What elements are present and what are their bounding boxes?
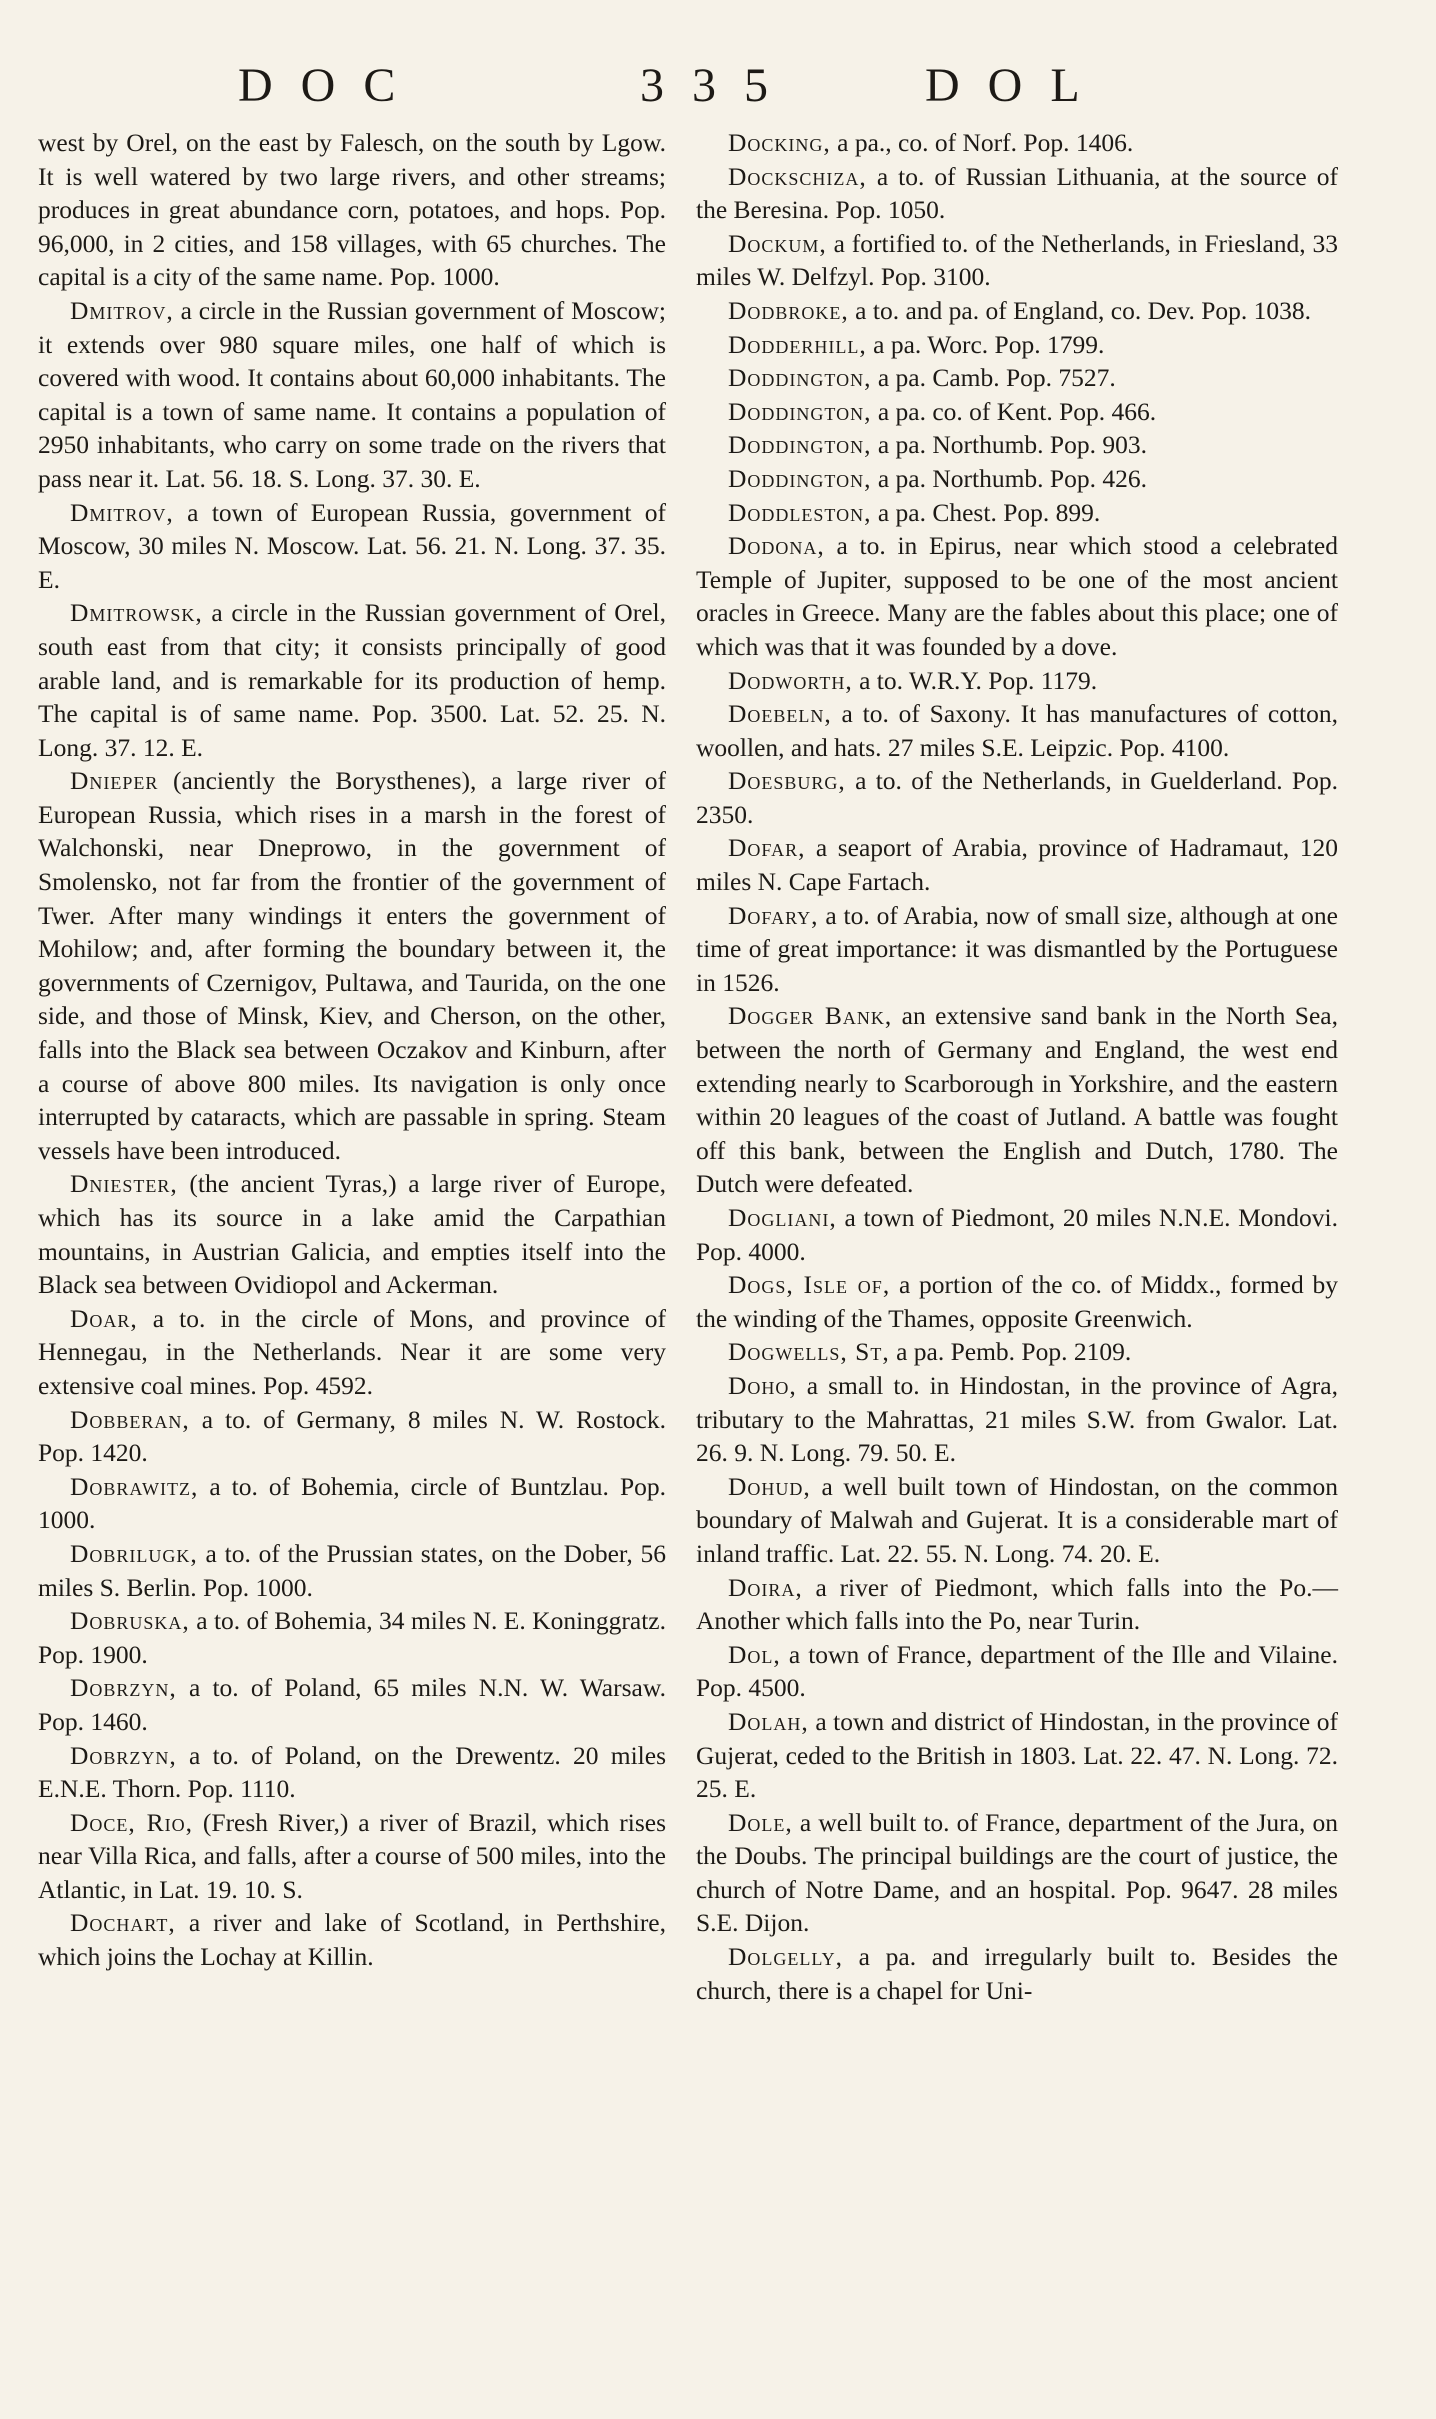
gazetteer-entry: [38, 1470, 666, 1537]
entry-headword: Dofary,: [728, 900, 819, 930]
entry-text: west by Orel, on the east by Falesch, on the south by Lgow. It is well watered by two large rivers, and other streams; produces in great abundance corn, potatoes, and hops. Pop. 96,000, in 2 cities, and 158 villages, with 65 churches. The capital is a city of the same name. Pop. 1000.: [38, 128, 666, 292]
gazetteer-entry: [38, 1806, 666, 1907]
entry-headword: Doddington,: [728, 463, 872, 493]
gazetteer-entry: [38, 1906, 666, 1973]
entry-headword: Dogs, Isle of,: [728, 1270, 891, 1300]
gazetteer-entry: [696, 1268, 1338, 1335]
entry-headword: Doddington,: [728, 363, 872, 393]
entry-text: a to. of Poland, on the Drewentz. 20 miles E.N.E. Thorn. Pop. 1110.: [38, 1740, 666, 1804]
entry-headword: Dohud,: [728, 1471, 811, 1501]
page-number: 335: [640, 59, 796, 112]
gazetteer-entry: [696, 999, 1338, 1201]
entry-text: a town and district of Hindostan, in the province of Gujerat, ceded to the British in 1803. Lat. 22. 47. N. Long. 72. 25. E.: [696, 1706, 1338, 1804]
entry-text: a pa. Worc. Pop. 1799.: [866, 329, 1105, 359]
gazetteer-entry: [38, 1739, 666, 1806]
entry-text: a pa. co. of Kent. Pop. 466.: [871, 396, 1157, 426]
entry-text: a pa., co. of Norf. Pop. 1406.: [830, 128, 1134, 157]
gazetteer-entry: [38, 1167, 666, 1301]
entry-headword: Dolah,: [728, 1706, 809, 1736]
entry-headword: Dofar,: [728, 833, 806, 863]
gazetteer-entry: [696, 1571, 1338, 1638]
entry-headword: Dodona,: [728, 531, 825, 561]
entry-text: a river of Piedmont, which falls into the Po.—Another which falls into the Po, near Turin.: [696, 1572, 1338, 1636]
entry-headword: Dnieper: [70, 766, 159, 796]
entry-headword: Dobrzyn,: [70, 1673, 177, 1703]
entry-text: a pa. Northumb. Pop. 903.: [871, 430, 1147, 460]
entry-text: a small to. in Hindostan, in the province of Agra, tributary to the Mahrattas, 21 miles S.W. from Gwalor. Lat. 26. 9. N. Long. 79. 50. E.: [696, 1370, 1338, 1468]
entry-text: a pa. Chest. Pop. 899.: [871, 497, 1101, 527]
entry-headword: Dodderhill,: [728, 329, 867, 359]
entry-headword: Dol,: [728, 1639, 781, 1669]
entry-headword: Dobrilugk,: [70, 1538, 198, 1568]
entry-text: a circle in the Russian government of Orel, south east from that city; it consists principally of good arable land, and is remarkable for its production of hemp. The capital is of same name. Pop. 3500. Lat. 52. 25. N. Long. 37. 12. E.: [38, 598, 666, 762]
gazetteer-entry: [38, 596, 666, 764]
entry-text: a to. in Epirus, near which stood a celebrated Temple of Jupiter, supposed to be one of the most ancient oracles in Greece. Many are the fables about this place; one of which was that it was founded by a dove.: [696, 531, 1338, 661]
entry-headword: Dochart,: [70, 1908, 176, 1938]
entry-text: a town of France, department of the Ille and Vilaine. Pop. 4500.: [696, 1639, 1338, 1703]
gazetteer-entry: [696, 1705, 1338, 1806]
entry-text: a to. of Bohemia, 34 miles N. E. Koninggratz. Pop. 1900.: [38, 1606, 666, 1669]
entry-text: a to. in the circle of Mons, and province of Hennegau, in the Netherlands. Near it are some very extensive coal mines. Pop. 4592.: [38, 1303, 666, 1400]
entry-headword: Dogwells, St,: [728, 1337, 890, 1367]
entry-text: a to. W.R.Y. Pop. 1179.: [852, 665, 1098, 695]
gazetteer-entry: [696, 529, 1338, 663]
gazetteer-entry: [696, 764, 1338, 831]
gazetteer-entry: [696, 294, 1338, 328]
gazetteer-entry: [696, 227, 1338, 294]
entry-headword: Doce, Rio,: [70, 1807, 194, 1837]
entry-headword: Dole,: [728, 1807, 793, 1837]
running-header: [0, 58, 1436, 118]
entry-headword: Doddleston,: [728, 497, 872, 527]
entry-text: (anciently the Borysthenes), a large river of European Russia, which rises in a marsh in the forest of Walchonski, near Dneprowo, in the government of Smolensko, not far from the frontier of the government of Twer. After many windings it enters the government of Mohilow; and, after forming the boundary between it, the governments of Czernigov, Pultawa, and Taurida, on the one side, and those of Minsk, Kiev, and Cherson, on the other, falls into the Black sea between Oczakov and Kinburn, after a course of above 800 miles. Its navigation is only once interrupted by cataracts, which are passable in spring. Steam vessels have been introduced.: [38, 766, 666, 1165]
entry-headword: Doddington,: [728, 396, 872, 426]
entry-text: a pa. Northumb. Pop. 426.: [871, 463, 1147, 493]
gazetteer-entry: [38, 126, 666, 294]
entry-text: a to. of Poland, 65 miles N.N. W. Warsaw. Pop. 1460.: [38, 1673, 666, 1736]
entry-headword: Doar,: [70, 1303, 138, 1333]
gazetteer-entry: [38, 764, 666, 1167]
gazetteer-entry: [38, 294, 666, 496]
entry-text: a pa. and irregularly built to. Besides the church, there is a chapel for Uni-: [696, 1942, 1338, 2005]
entry-text: (Fresh River,) a river of Brazil, which rises near Villa Rica, and falls, after a course of 500 miles, into the Atlantic, in Lat. 19. 10. S.: [38, 1807, 666, 1904]
gazetteer-entry: [696, 1638, 1338, 1705]
entry-headword: Doho,: [728, 1370, 797, 1400]
entry-text: a to. of Russian Lithuania, at the source of the Beresina. Pop. 1050.: [696, 161, 1338, 225]
entry-text: a to. of Arabia, now of small size, although at one time of great importance: it was dismantled by the Portuguese in 1526.: [696, 900, 1338, 997]
entry-headword: Dodworth,: [728, 665, 853, 695]
left-column: [38, 126, 666, 1974]
entry-text: a pa. Camb. Pop. 7527.: [871, 363, 1116, 393]
header-left-keyword: DOC: [238, 59, 424, 112]
gazetteer-entry: [696, 462, 1338, 496]
entry-headword: Doddington,: [728, 430, 872, 460]
entry-text: a to. of Bohemia, circle of Buntzlau. Pop. 1000.: [38, 1471, 666, 1535]
entry-text: a town of European Russia, government of Moscow, 30 miles N. Moscow. Lat. 56. 21. N. Long. 37. 35. E.: [38, 497, 666, 594]
entry-headword: Dmitrov,: [70, 497, 174, 527]
entry-headword: Dobrawitz,: [70, 1471, 199, 1501]
entry-headword: Dobrzyn,: [70, 1740, 177, 1770]
entry-text: a to. of Saxony. It has manufactures of cotton, woollen, and hats. 27 miles S.E. Leipzic. Pop. 4100.: [696, 699, 1338, 762]
gazetteer-entry: [38, 496, 666, 597]
entry-headword: Docking,: [728, 128, 831, 157]
gazetteer-entry: [696, 428, 1338, 462]
right-column: [696, 126, 1338, 2007]
gazetteer-entry: [38, 1537, 666, 1604]
gazetteer-entry: [38, 1403, 666, 1470]
entry-text: a river and lake of Scotland, in Perthshire, which joins the Lochay at Killin.: [38, 1908, 666, 1972]
entry-text: a town of Piedmont, 20 miles N.N.E. Mondovi. Pop. 4000.: [696, 1203, 1338, 1266]
gazetteer-entry: [696, 1201, 1338, 1268]
gazetteer-entry: [696, 126, 1338, 160]
gazetteer-entry: [696, 831, 1338, 898]
gazetteer-entry: [696, 160, 1338, 227]
entry-headword: Dockum,: [728, 228, 827, 258]
entry-text: a circle in the Russian government of Moscow; it extends over 980 square miles, one half of which is covered with wood. It contains about 60,000 inhabitants. The capital is a town of same name. It contains a population of 2950 inhabitants, who carry on some trade on the rivers that pass near it. Lat. 56. 18. S. Long. 37. 30. E.: [38, 295, 666, 493]
gazetteer-entry: [696, 899, 1338, 1000]
gazetteer-entry: [696, 328, 1338, 362]
entry-text: a to. of Germany, 8 miles N. W. Rostock. Pop. 1420.: [38, 1404, 666, 1468]
entry-headword: Dockschiza,: [728, 161, 867, 191]
entry-headword: Dogliani,: [728, 1203, 837, 1232]
entry-text: a to. of the Prussian states, on the Dober, 56 miles S. Berlin. Pop. 1000.: [38, 1538, 666, 1602]
entry-headword: Dobruska,: [70, 1606, 190, 1636]
entry-headword: Dmitrov,: [70, 295, 174, 325]
entry-text: (the ancient Tyras,) a large river of Europe, which has its source in a lake amid the Carpathian mountains, in Austrian Galicia, and empties itself into the Black sea between Ovidiopol and Ackerman.: [38, 1169, 666, 1300]
entry-text: a well built town of Hindostan, on the common boundary of Malwah and Gujerat. It is a considerable mart of inland traffic. Lat. 22. 55. N. Long. 74. 20. E.: [696, 1471, 1338, 1568]
header-right-keyword: DOL: [925, 59, 1108, 112]
entry-headword: Dodbroke,: [728, 295, 849, 325]
entry-headword: Dmitrowsk,: [70, 598, 203, 628]
entry-text: a pa. Pemb. Pop. 2109.: [889, 1337, 1132, 1367]
gazetteer-entry: [38, 1671, 666, 1738]
gazetteer-entry: [696, 496, 1338, 530]
entry-headword: Dolgelly,: [728, 1942, 843, 1972]
gazetteer-entry: [38, 1302, 666, 1403]
gazetteer-entry: [38, 1604, 666, 1671]
entry-text: a fortified to. of the Netherlands, in Friesland, 33 miles W. Delfzyl. Pop. 3100.: [696, 228, 1338, 292]
entry-headword: Doesburg,: [728, 766, 846, 796]
entry-headword: Dogger Bank,: [728, 1001, 893, 1031]
entry-text: a to. of the Netherlands, in Guelderland. Pop. 2350.: [696, 766, 1338, 829]
gazetteer-entry: [696, 1369, 1338, 1470]
entry-headword: Doebeln,: [728, 699, 832, 729]
entry-text: a to. and pa. of England, co. Dev. Pop. 1038.: [848, 295, 1312, 325]
entry-headword: Dniester,: [70, 1169, 178, 1199]
gazetteer-entry: [696, 1806, 1338, 1940]
gazetteer-entry: [696, 1335, 1338, 1369]
entry-text: a seaport of Arabia, province of Hadramaut, 120 miles N. Cape Fartach.: [696, 833, 1338, 897]
gazetteer-entry: [696, 1470, 1338, 1571]
gazetteer-entry: [696, 361, 1338, 395]
entry-text: a portion of the co. of Middx., formed by the winding of the Thames, opposite Greenwich.: [696, 1270, 1338, 1333]
gazetteer-entry: [696, 395, 1338, 429]
entry-text: a well built to. of France, department of the Jura, on the Doubs. The principal buildings are the court of justice, the church of Notre Dame, and an hospital. Pop. 9647. 28 miles S.E. Dijon.: [696, 1807, 1338, 1938]
entry-headword: Dobberan,: [70, 1404, 190, 1434]
gazetteer-entry: [696, 1940, 1338, 2007]
gazetteer-entry: [696, 697, 1338, 764]
gazetteer-entry: [696, 664, 1338, 698]
entry-text: an extensive sand bank in the North Sea, between the north of Germany and England, the west end extending nearly to Scarborough in Yorkshire, and the eastern within 20 leagues of the coast of Jutland. A battle was fought off this bank, between the English and Dutch, 1780. The Dutch were defeated.: [696, 1001, 1338, 1199]
entry-headword: Doira,: [728, 1572, 803, 1602]
